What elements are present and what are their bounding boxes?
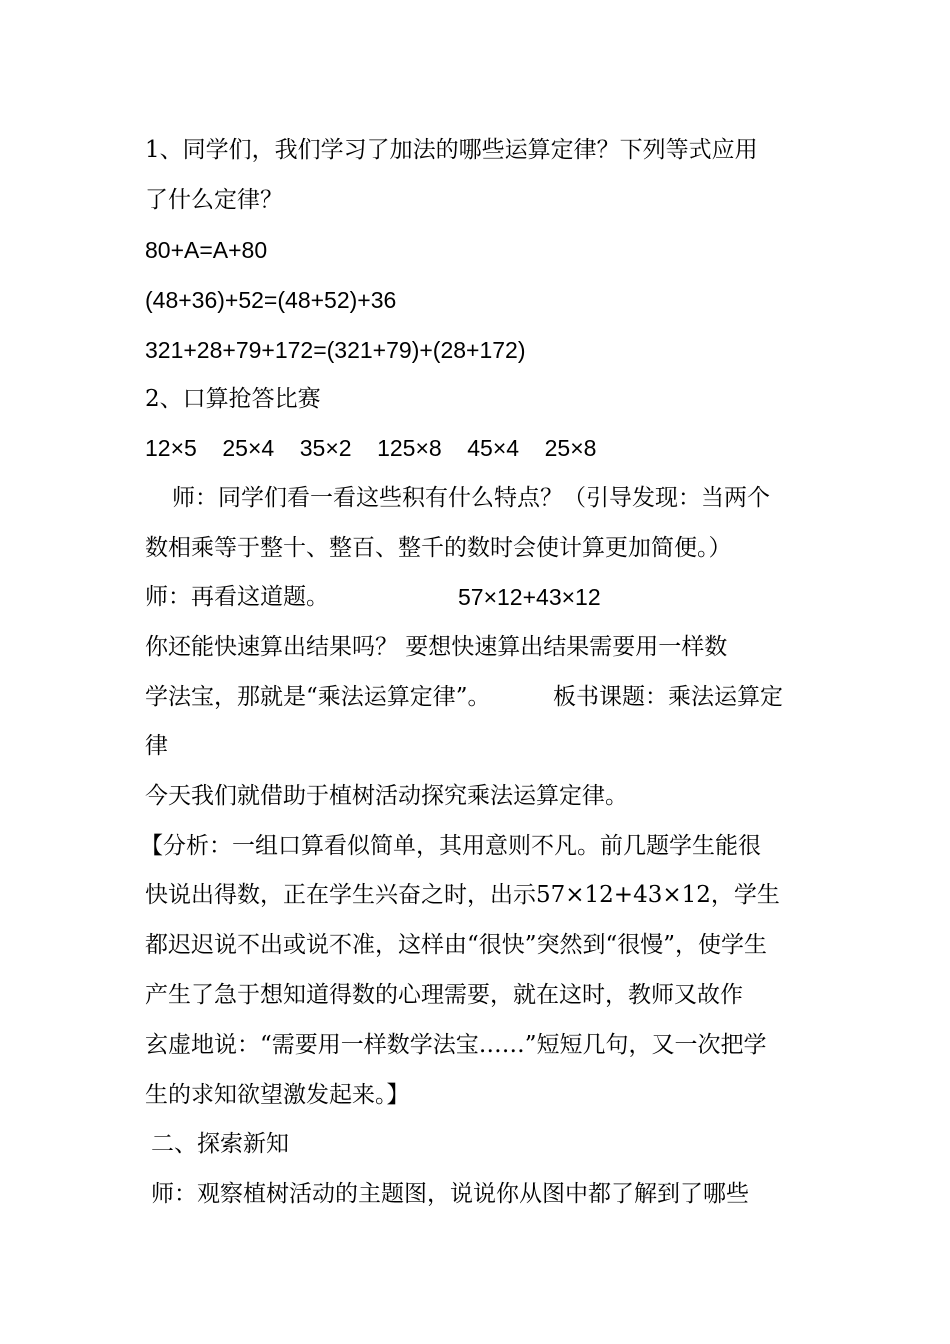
analysis-line-4: 产生了急于想知道得数的心理需要，就在这时，教师又故作 (145, 982, 743, 1008)
paragraph-question-cont: 学法宝，那就是“乘法运算定律”。 (145, 684, 491, 710)
paragraph-teacher-1-cont: 数相乘等于整十、整百、整千的数时会使计算更加简便。） (145, 535, 732, 561)
board-title-cont: 律 (145, 733, 168, 759)
paragraph-line-2: 了什么定律？ (145, 187, 283, 213)
analysis-line-5: 玄虚地说：“需要用一样数学法宝……”短短几句，又一次把学 (145, 1032, 767, 1058)
paragraph-teacher-2: 师：再看这道题。 (145, 584, 329, 610)
analysis-line-6: 生的求知欲望激发起来。】 (145, 1082, 410, 1108)
analysis-line-1: 【分析：一组口算看似简单，其用意则不凡。前几题学生能很 (140, 833, 761, 859)
board-title: 板书课题：乘法运算定 (553, 684, 783, 710)
equation-4: 57×12+43×12 (458, 584, 601, 610)
paragraph-explore: 师：观察植树活动的主题图，说说你从图中都了解到了哪些 (151, 1181, 749, 1207)
equation-2: (48+36)+52=(48+52)+36 (145, 287, 397, 313)
paragraph-question: 你还能快速算出结果吗？ 要想快速算出结果需要用一样数 (145, 634, 728, 660)
paragraph-today: 今天我们就借助于植树活动探究乘法运算定律。 (145, 783, 628, 809)
equation-3: 321+28+79+172=(321+79)+(28+172) (145, 337, 526, 363)
paragraph-teacher-1: 师：同学们看一看这些积有什么特点？（引导发现：当两个 (172, 485, 770, 511)
analysis-line-3: 都迟迟说不出或说不准，这样由“很快”突然到“很慢”，使学生 (145, 932, 768, 958)
section-heading-explore: 二、探索新知 (151, 1131, 289, 1157)
oral-calc-problems: 12×5 25×4 35×2 125×8 45×4 25×8 (145, 435, 597, 461)
equation-1: 80+A=A+80 (145, 237, 268, 263)
paragraph-line-1: 1、同学们，我们学习了加法的哪些运算定律？下列等式应用 (145, 137, 758, 163)
analysis-line-2: 快说出得数，正在学生兴奋之时，出示57×12+43×12，学生 (145, 882, 780, 908)
section-heading-oral-calc: 2、口算抢答比赛 (145, 386, 321, 412)
